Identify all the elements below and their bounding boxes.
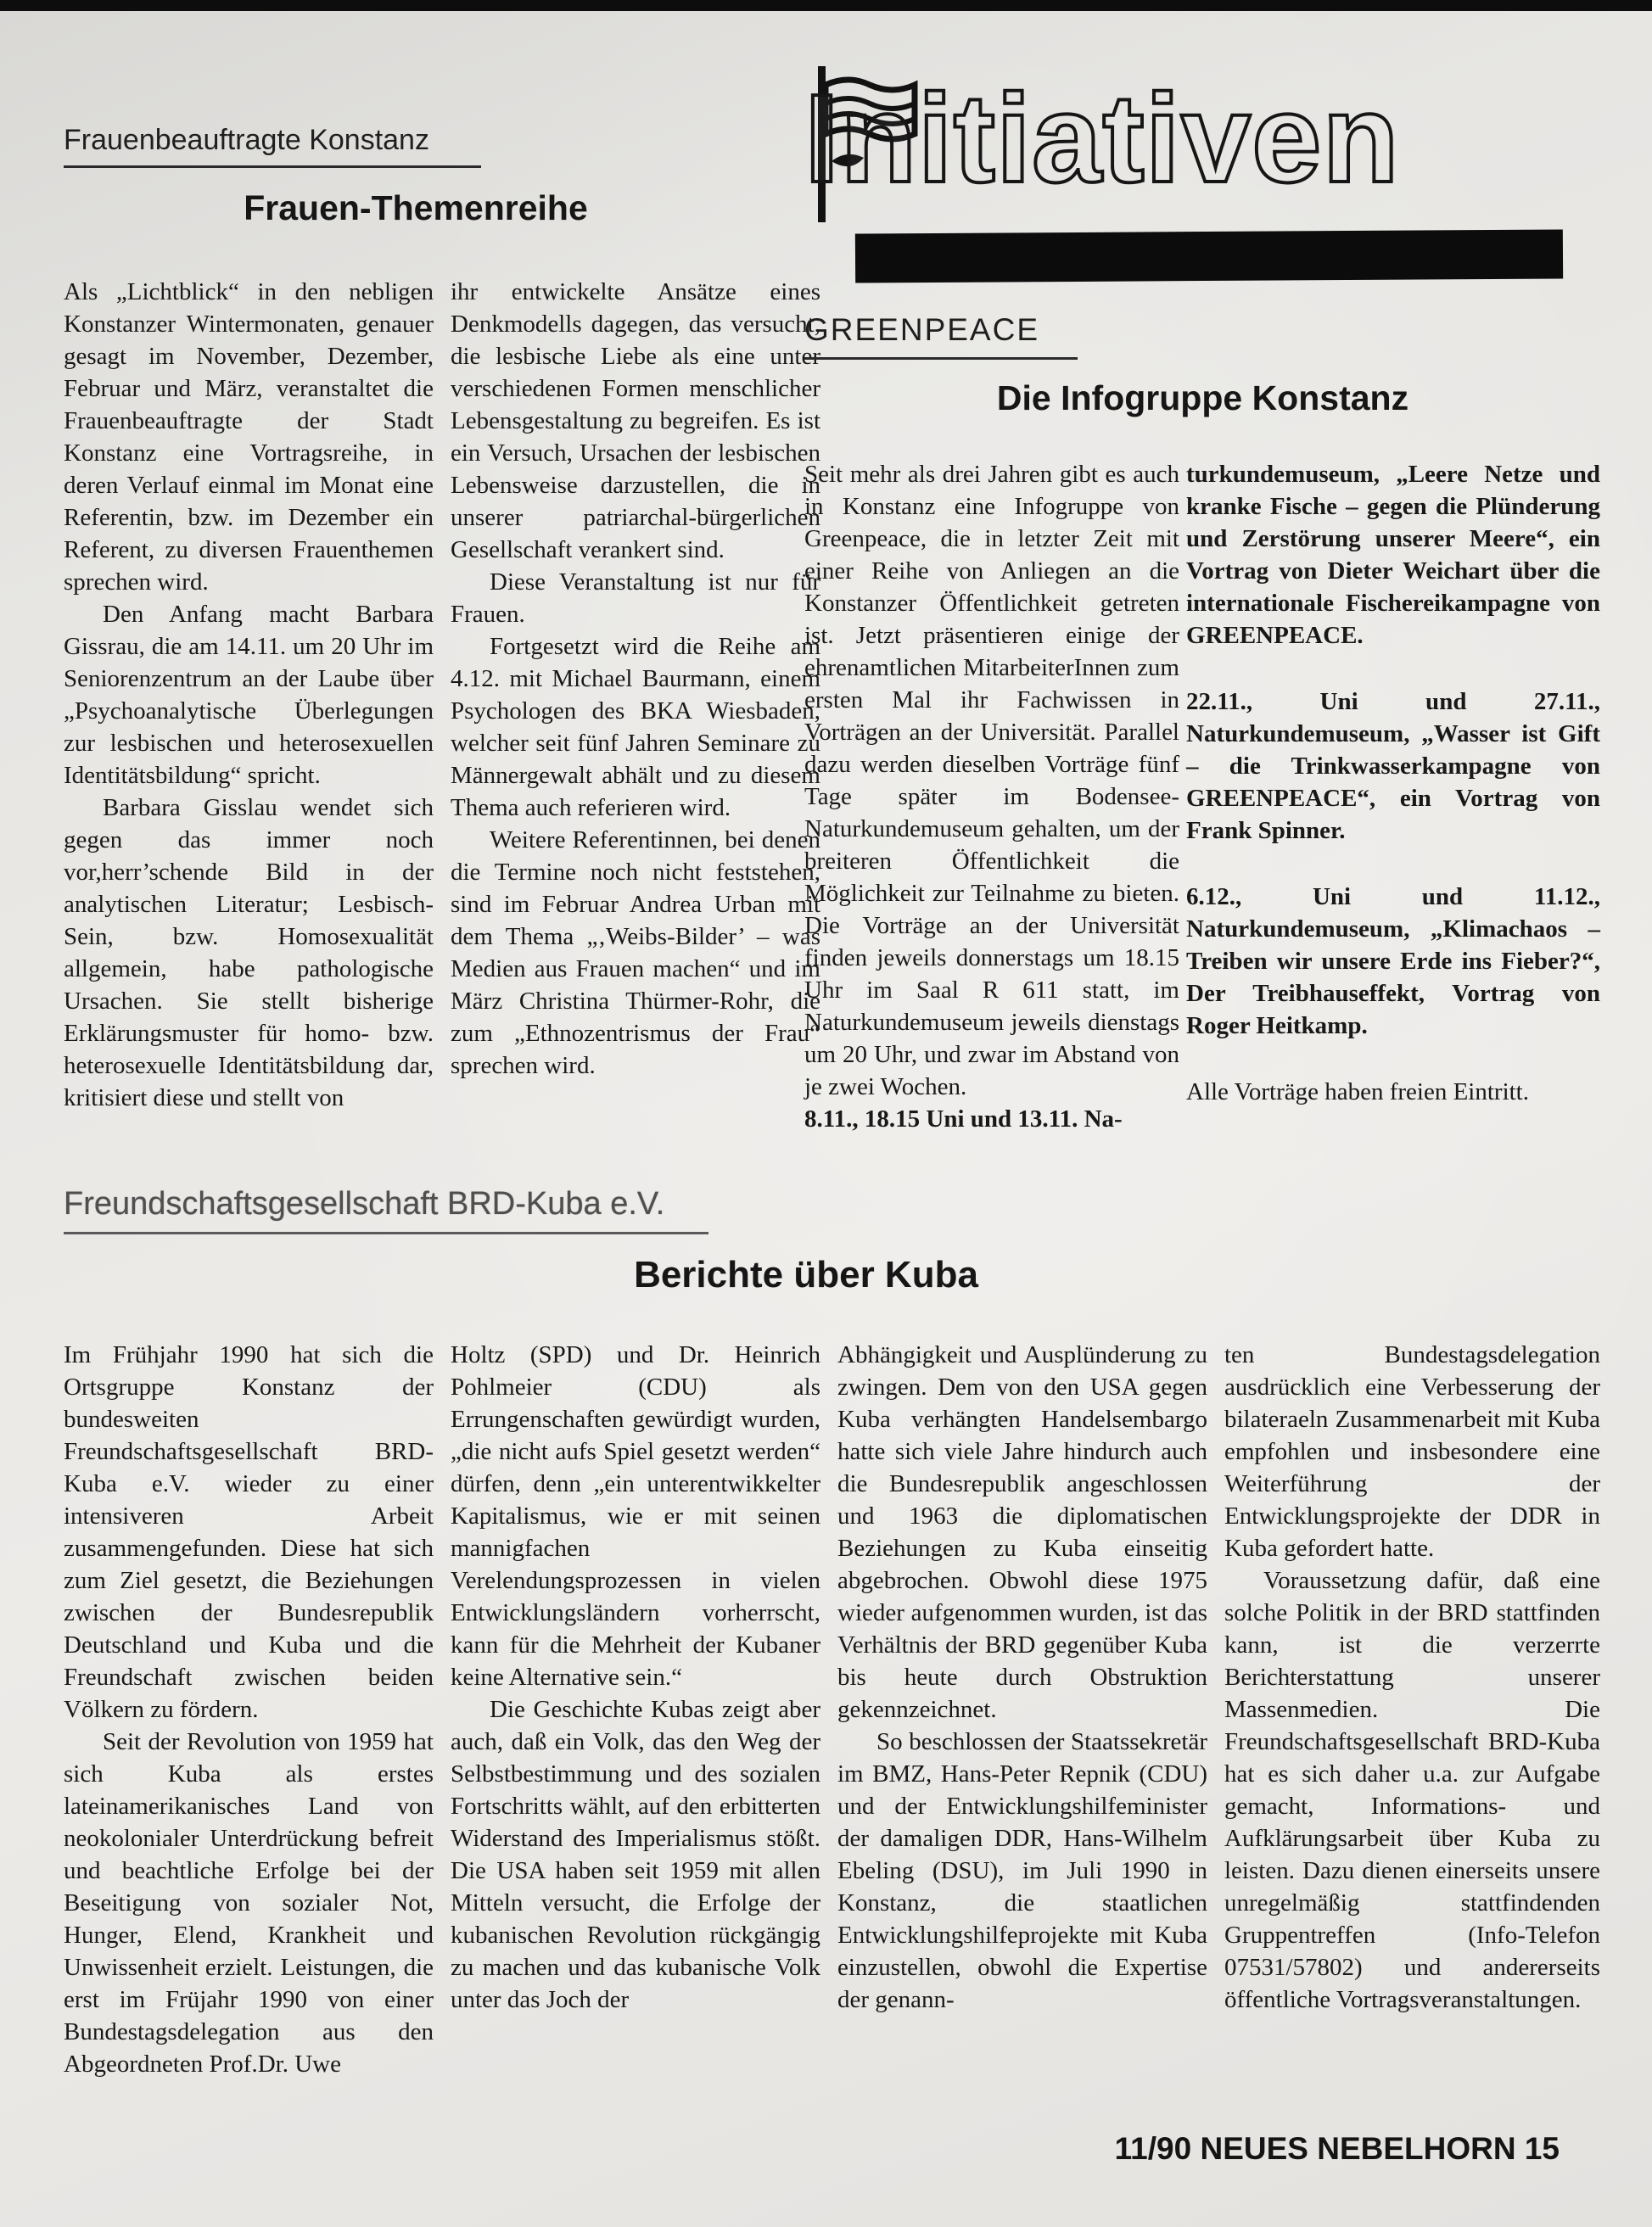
paragraph: Diese Veranstaltung ist nur für Frauen.	[451, 568, 820, 628]
frauen-column-2	[451, 276, 820, 1082]
page-footer: 11/90 NEUES NEBELHORN 15	[1114, 2131, 1560, 2166]
paragraph: turkundemuseum, „Leere Netze und kranke Fische – gegen die Plünderung und Zerstörung unserer Meere“, ein Vortrag von Dieter Weichart über die internationale Fischereikampagne von GREENPEACE.	[1186, 461, 1600, 649]
paragraph: Barbara Gisslau wendet sich gegen das immer noch vor,herr’schende Bild in der analytischen Literatur; Lesbisch-Sein, bzw. Homosexualität allgemein, habe pathologische Ursachen. Sie stellt bisherige Erklärungsmuster für homo- bzw. heterosexuelle Identitätsbildung dar, kritisiert diese und stellt von	[64, 794, 434, 1111]
paragraph: Holtz (SPD) und Dr. Heinrich Pohlmeier (CDU) als Errungenschaften gewürdigt wurden, „die nicht aufs Spiel gesetzt werden“ dürfen, denn „ein unterentwikkelter Kapitalismus, wie er mit seinen mannigfachen Verelendungsprozessen in vielen Entwicklungsländern vorherrscht, kann für die Mehrheit der Kubaner keine Alternative sein.“	[451, 1341, 820, 1691]
kuba-column-4	[1224, 1339, 1600, 2016]
greenpeace-kicker: GREENPEACE	[804, 312, 1078, 360]
kuba-column-1	[64, 1339, 434, 2080]
paragraph: Abhängigkeit und Ausplünderung zu zwingen. Dem von den USA gegen Kuba verhängten Handelsembargo hatte sich viele Jahre hindurch auch die Bundesrepublik angeschlossen und 1963 die diplomatischen Beziehungen zu Kuba einseitig abgebrochen. Obwohl diese 1975 wieder aufgenommen wurden, ist das Verhältnis der BRD gegenüber Kuba bis heute durch Obstruktion gekennzeichnet.	[837, 1341, 1207, 1723]
paragraph: Den Anfang macht Barbara Gissrau, die am 14.11. um 20 Uhr im Seniorenzentrum an der Laube über „Psychoanalytische Überlegungen zur lesbischen und heterosexuellen Identitätsbildung“ spricht.	[64, 601, 434, 789]
kuba-kicker: Freundschaftsgesellschaft BRD-Kuba e.V.	[64, 1186, 708, 1234]
paragraph: ten Bundestagsdelegation ausdrücklich eine Verbesserung der bilateraeln Zusammenarbeit mit Kuba empfohlen und insbesondere eine Weiterführung der Entwicklungsprojekte der DDR in Kuba gefordert hatte.	[1224, 1341, 1600, 1562]
frauen-column-1	[64, 276, 434, 1114]
greenpeace-column-1	[804, 458, 1179, 1135]
logo-underline-bar	[855, 229, 1563, 283]
paragraph: Weitere Referentinnen, bei denen die Termine noch nicht feststehen, sind im Februar Andrea Urban mit dem Thema „‚Weibs-Bilder’ – was Medien aus Frauen machen“ und im März Christina Thürmer-Rohr, die zum „Ethnozentrismus der Frau“ sprechen wird.	[451, 826, 820, 1079]
paragraph: Seit mehr als drei Jahren gibt es auch in Konstanz eine Infogruppe von Greenpeace, die in letzter Zeit mit einer Reihe von Anliegen an die Konstanzer Öffentlichkeit getreten ist. Jetzt präsentieren einige der ehrenamtlichen MitarbeiterInnen zum ersten Mal ihr Fachwissen in Vorträgen an der Universität. Parallel dazu werden dieselben Vorträge fünf Tage später im Bodensee-Naturkundemuseum gehalten, um der breiteren Öffentlichkeit die Möglichkeit zur Teilnahme zu bieten. Die Vorträge an der Universität finden jeweils donnerstags um 18.15 Uhr im Saal R 611 statt, im Naturkundemuseum jeweils dienstags um 20 Uhr, und zwar im Abstand von je zwei Wochen.	[804, 461, 1179, 1100]
greenpeace-column-2	[1186, 458, 1600, 1108]
kuba-column-2	[451, 1339, 820, 2016]
paragraph: ihr entwickelte Ansätze eines Denkmodells dagegen, das versucht, die lesbische Liebe als eine unter verschiedenen Formen menschlicher Lebensgestaltung zu begreifen. Es ist ein Versuch, Ursachen der lesbischen Lebensweise darzustellen, die in unserer patriarchal-bürgerlichen Gesellschaft verankert sind.	[451, 278, 820, 563]
kuba-column-3	[837, 1339, 1207, 2016]
paragraph: Voraussetzung dafür, daß eine solche Politik in der BRD stattfinden kann, ist die verzerrte Berichterstattung unserer Massenmedien. Die Freundschaftsgesellschaft BRD-Kuba hat es sich daher u.a. zur Aufgabe gemacht, Informations- und Aufklärungsarbeit über Kuba zu leisten. Dazu dienen einerseits unsere unregelmäßig stattfindenden Gruppentreffen (Info-Telefon 07531/57802) und andererseits öffentliche Vortragsveranstaltungen.	[1224, 1567, 1600, 2013]
scan-top-edge	[0, 0, 1652, 11]
paragraph: Fortgesetzt wird die Reihe am 4.12. mit Michael Baurmann, einem Psychologen des BKA Wiesbaden, welcher seit fünf Jahren Seminare zu Männergewalt abhält und zu diesem Thema auch referieren wird.	[451, 633, 820, 821]
masthead-left: Frauenbeauftragte Konstanz	[64, 124, 481, 168]
paragraph: So beschlossen der Staatssekretär im BMZ, Hans-Peter Repnik (CDU) und der Entwicklungshilfeminister der damaligen DDR, Hans-Wilhelm Ebeling (DSU), im Juli 1990 in Konstanz, die staatlichen Entwicklungshilfeprojekte mit Kuba einzustellen, obwohl die Expertise der genann-	[837, 1728, 1207, 2013]
greenpeace-article-title: Die Infogruppe Konstanz	[996, 378, 1409, 417]
paragraph: Die Geschichte Kubas zeigt aber auch, daß ein Volk, das den Weg der Selbstbestimmung und des sozialen Fortschritts wählt, auf den erbitterten Widerstand des Imperialismus stößt. Die USA haben seit 1959 mit allen Mitteln versucht, die Erfolge der kubanischen Revolution rückgängig zu machen und das kubanische Volk unter das Joch der	[451, 1696, 820, 2013]
paragraph: 22.11., Uni und 27.11., Naturkundemuseum, „Wasser ist Gift – die Trinkwasserkampagne von GREENPEACE“, ein Vortrag von Frank Spinner.	[1186, 688, 1600, 844]
paragraph: 6.12., Uni und 11.12., Naturkundemuseum, „Klimachaos – Treiben wir unsere Erde ins Fieber?“, Der Treibhauseffekt, Vortrag von Roger Heitkamp.	[1186, 883, 1600, 1039]
paragraph: Im Frühjahr 1990 hat sich die Ortsgruppe Konstanz der bundesweiten Freundschaftsgesellschaft BRD-Kuba e.V. wieder zu einer intensiveren Arbeit zusammengefunden. Diese hat sich zum Ziel gesetzt, die Beziehungen zwischen der Bundesrepublik Deutschland und Kuba und die Freundschaft zwischen beiden Völkern zu fördern.	[64, 1341, 434, 1723]
paragraph: 8.11., 18.15 Uni und 13.11. Na-	[804, 1105, 1123, 1133]
frauen-article-title: Frauen-Themenreihe	[244, 188, 588, 227]
paragraph: Als „Lichtblick“ in den nebligen Konstanzer Wintermonaten, genauer gesagt im November, Dezember, Februar und März, veranstaltet die Frauenbeauftragte der Stadt Konstanz eine Vortragsreihe, in deren Verlauf einmal im Monat eine Referentin, bzw. im Dezember ein Referent, zu diversen Frauenthemen sprechen wird.	[64, 278, 434, 596]
paragraph: Alle Vorträge haben freien Eintritt.	[1186, 1078, 1529, 1105]
kuba-article-title: Berichte über Kuba	[634, 1254, 978, 1295]
initiativen-logo: Initiativen	[804, 69, 1400, 209]
paragraph: Seit der Revolution von 1959 hat sich Kuba als erstes lateinamerikanisches Land von neokolonialer Unterdrückung befreit und beachtliche Erfolge bei der Beseitigung von sozialer Not, Hunger, Elend, Krankheit und Unwissenheit erzielt. Leistungen, die erst im Früjahr 1990 von einer Bundestagsdelegation aus den Abgeordneten Prof.Dr. Uwe	[64, 1728, 434, 2078]
